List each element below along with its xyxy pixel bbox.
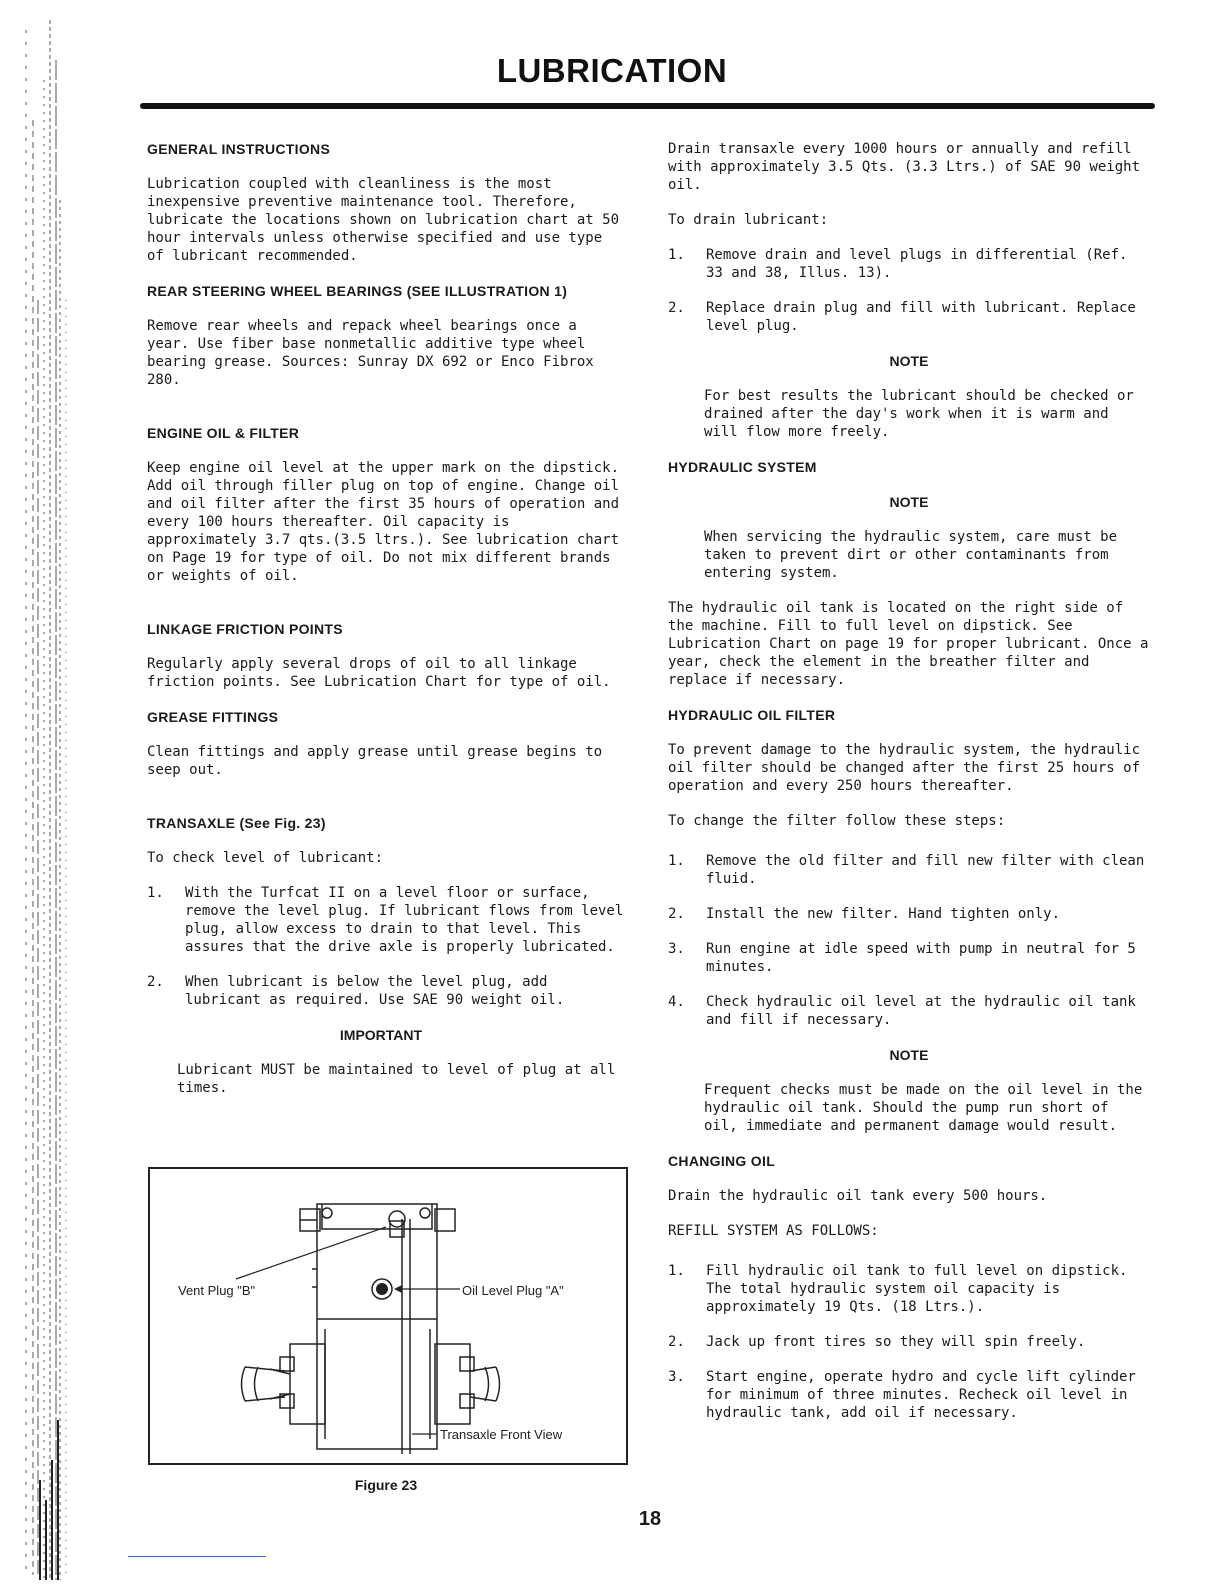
- step-number: 1.: [668, 853, 685, 869]
- list-item: [147, 884, 625, 956]
- step-text: Start engine, operate hydro and cycle lift cylinder for minimum of three minutes. Recheck oil level in hydraulic tank, add oil if necessary.: [706, 1369, 1136, 1421]
- step-text: Fill hydraulic oil tank to full level on dipstick. The total hydraulic system oil capacity is approximately 19 Qts. (18 Ltrs.).: [706, 1263, 1128, 1315]
- step-text: Replace drain plug and fill with lubricant. Replace level plug.: [706, 300, 1136, 334]
- list-item: [668, 993, 1150, 1029]
- step-text: Install the new filter. Hand tighten only.: [706, 906, 1061, 922]
- list-item: [668, 299, 1150, 335]
- general-instructions-heading: GENERAL INSTRUCTIONS: [147, 141, 331, 157]
- step-number: 1.: [147, 885, 164, 901]
- list-item: [147, 973, 625, 1009]
- list-item: [668, 1333, 1150, 1351]
- figure-23-box: [148, 1167, 628, 1465]
- to-drain-label: To drain lubricant:: [668, 212, 829, 228]
- rear-steering-heading: REAR STEERING WHEEL BEARINGS (SEE ILLUSTRATION 1): [147, 283, 568, 299]
- list-item: [668, 852, 1150, 888]
- hydraulic-note-body: When servicing the hydraulic system, care must be taken to prevent dirt or other contaminants from entering system.: [704, 529, 1118, 581]
- important-body: Lubricant MUST be maintained to level of plug at all times.: [177, 1062, 616, 1096]
- step-text: Run engine at idle speed with pump in neutral for 5 minutes.: [706, 941, 1136, 975]
- transaxle-heading: TRANSAXLE (See Fig. 23): [147, 815, 326, 831]
- engine-oil-body: Keep engine oil level at the upper mark on the dipstick. Add oil through filler plug on top of engine. Change oil and oil filter after the first 35 hours of operation and every 100 hours thereafter. Oil capacity is approximately 3.7 qts.(3.5 ltrs.). See lubrication chart on Page 19 for type of oil. Do not mix different brands or weights of oil.: [147, 460, 620, 584]
- changing-oil-body: Drain the hydraulic oil tank every 500 hours.: [668, 1188, 1048, 1204]
- hydraulic-filter-heading: HYDRAULIC OIL FILTER: [668, 707, 836, 723]
- oil-level-plug-marker: [376, 1283, 388, 1295]
- list-item: [668, 246, 1150, 282]
- vent-plug-leader: [236, 1227, 386, 1279]
- drain-note-heading: NOTE: [889, 353, 929, 369]
- filter-note-body: Frequent checks must be made on the oil level in the hydraulic oil tank. Should the pump run short of oil, immediate and permanent damage would result.: [704, 1082, 1143, 1134]
- refill-steps: [668, 1262, 1150, 1422]
- grease-heading: GREASE FITTINGS: [147, 709, 279, 725]
- hydraulic-system-heading: HYDRAULIC SYSTEM: [668, 459, 817, 475]
- hydraulic-note-heading: NOTE: [889, 494, 929, 510]
- step-number: 2.: [147, 974, 164, 990]
- list-item: [668, 905, 1150, 923]
- transaxle-intro: To check level of lubricant:: [147, 850, 384, 866]
- step-number: 1.: [668, 247, 685, 263]
- drain-note-body: For best results the lubricant should be checked or drained after the day's work when it is warm and will flow more freely.: [704, 388, 1134, 440]
- scan-binding-edge: [0, 0, 80, 1584]
- page-number: 18: [638, 1508, 662, 1530]
- right-column: [668, 140, 1150, 1439]
- step-number: 2.: [668, 300, 685, 316]
- drain-steps: [668, 246, 1150, 335]
- list-item: [668, 940, 1150, 976]
- step-text: Remove the old filter and fill new filter with clean fluid.: [706, 853, 1145, 887]
- step-text: When lubricant is below the level plug, add lubricant as required. Use SAE 90 weight oil.: [185, 974, 565, 1008]
- housing-outline: [317, 1204, 437, 1449]
- figure-caption: Figure 23: [354, 1477, 418, 1493]
- refill-heading: REFILL SYSTEM AS FOLLOWS:: [668, 1223, 879, 1239]
- step-number: 1.: [668, 1263, 685, 1279]
- to-change-label: To change the filter follow these steps:: [668, 813, 1006, 829]
- filter-note-heading: NOTE: [889, 1047, 929, 1063]
- linkage-body: Regularly apply several drops of oil to all linkage friction points. See Lubrication Chart for type of oil.: [147, 656, 611, 690]
- step-number: 3.: [668, 941, 685, 957]
- transaxle-diagram: [150, 1169, 626, 1463]
- step-text: With the Turfcat II on a level floor or surface, remove the level plug. If lubricant flows from level plug, allow excess to drain to that level. This assures that the drive axle is properly lubricated.: [185, 885, 624, 955]
- title-rule: [140, 103, 1155, 109]
- transaxle-front-view-label: Transaxle Front View: [440, 1427, 563, 1442]
- hydraulic-filter-body: To prevent damage to the hydraulic system, the hydraulic oil filter should be changed after the first 25 hours of operation and every 250 hours thereafter.: [668, 742, 1141, 794]
- general-instructions-body: Lubrication coupled with cleanliness is the most inexpensive preventive maintenance tool. Therefore, lubricate the locations shown on lubrication chart at 50 hour intervals unless otherwise specified and use type of lubricant recommended.: [147, 176, 620, 264]
- step-text: Check hydraulic oil level at the hydraulic oil tank and fill if necessary.: [706, 994, 1136, 1028]
- transaxle-steps: [147, 884, 625, 1009]
- step-text: Remove drain and level plugs in differential (Ref. 33 and 38, Illus. 13).: [706, 247, 1128, 281]
- linkage-heading: LINKAGE FRICTION POINTS: [147, 621, 343, 637]
- list-item: [668, 1262, 1150, 1316]
- list-item: [668, 1368, 1150, 1422]
- vent-plug-label: Vent Plug "B": [178, 1283, 256, 1298]
- grease-body: Clean fittings and apply grease until grease begins to seep out.: [147, 744, 603, 778]
- scan-blue-line: [128, 1556, 266, 1557]
- engine-oil-heading: ENGINE OIL & FILTER: [147, 425, 300, 441]
- important-heading: IMPORTANT: [339, 1027, 423, 1043]
- step-number: 3.: [668, 1369, 685, 1385]
- step-number: 2.: [668, 906, 685, 922]
- filter-steps: [668, 852, 1150, 1029]
- hydraulic-system-body: The hydraulic oil tank is located on the right side of the machine. Fill to full level on dipstick. See Lubrication Chart on page 19 for proper lubricant. Once a year, check the element in the breather filter and replace if necessary.: [668, 600, 1149, 688]
- rear-steering-body: Remove rear wheels and repack wheel bearings once a year. Use fiber base nonmetallic additive type wheel bearing grease. Sources: Sunray DX 692 or Enco Fibrox 280.: [147, 318, 594, 388]
- oil-level-plug-label: Oil Level Plug "A": [462, 1283, 564, 1298]
- page-title: LUBRICATION: [496, 52, 728, 89]
- left-column: [147, 140, 625, 1114]
- changing-oil-heading: CHANGING OIL: [668, 1153, 776, 1169]
- transaxle-drain-intro: Drain transaxle every 1000 hours or annually and refill with approximately 3.5 Qts. (3.3 Ltrs.) of SAE 90 weight oil.: [668, 141, 1141, 193]
- step-number: 2.: [668, 1334, 685, 1350]
- step-text: Jack up front tires so they will spin freely.: [706, 1334, 1086, 1350]
- step-number: 4.: [668, 994, 685, 1010]
